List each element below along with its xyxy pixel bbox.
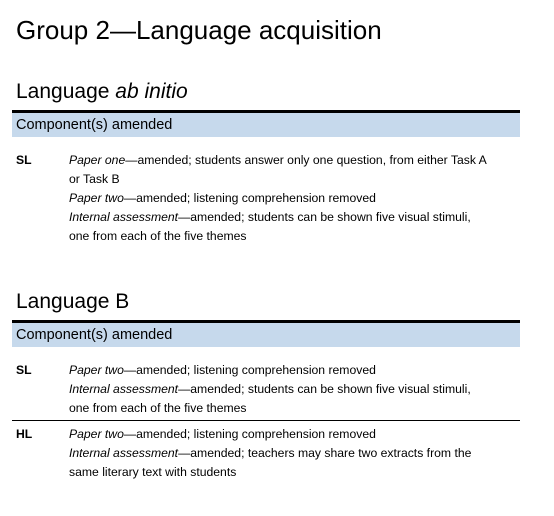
component-name: Internal assessment (69, 210, 179, 224)
level-label: SL (16, 153, 32, 167)
section-language-b (12, 288, 520, 484)
amendment-text: —amended; teachers may share two extracts from the same literary text with students (69, 446, 472, 479)
amendment-text: —amended; listening comprehension removed (123, 363, 376, 377)
level-rows (12, 357, 520, 484)
amendment-text: —amended; listening comprehension removed (123, 191, 376, 205)
components-amended-band: Component(s) amended (12, 113, 520, 137)
section-heading-italic: ab initio (115, 80, 188, 103)
amendment-item (69, 361, 492, 380)
level-items (69, 361, 520, 418)
section-heading (16, 288, 520, 316)
level-items (69, 425, 520, 482)
level-items (69, 151, 520, 246)
amendment-item (69, 380, 492, 418)
level-label: HL (16, 427, 33, 441)
amendment-item (69, 425, 492, 444)
level-row-hl (12, 420, 520, 484)
section-heading (16, 78, 520, 106)
amendment-item (69, 151, 492, 189)
component-name: Paper two (69, 427, 124, 441)
amendment-item (69, 189, 492, 208)
level-label: SL (16, 363, 32, 377)
amendment-text: —amended; students answer only one question, from either Task A or Task B (69, 153, 487, 186)
amendment-text: —amended; students can be shown five visual stimuli, one from each of the five themes (69, 382, 471, 415)
section-heading-text: Language (16, 80, 116, 103)
component-name: Paper one (69, 153, 126, 167)
component-name: Internal assessment (69, 446, 179, 460)
amendment-text: —amended; listening comprehension removed (123, 427, 376, 441)
page-title: Group 2—Language acquisition (16, 15, 382, 45)
amendment-text: —amended; students can be shown five visual stimuli, one from each of the five themes (69, 210, 471, 243)
section-language-ab-initio (12, 78, 520, 248)
amendment-item (69, 208, 492, 246)
components-amended-band: Component(s) amended (12, 323, 520, 347)
level-row-sl (12, 357, 520, 420)
component-name: Paper two (69, 363, 124, 377)
level-rows (12, 147, 520, 248)
component-name: Paper two (69, 191, 124, 205)
component-name: Internal assessment (69, 382, 179, 396)
section-heading-text: Language B (16, 290, 130, 313)
level-row-sl (12, 147, 520, 248)
amendment-item (69, 444, 492, 482)
